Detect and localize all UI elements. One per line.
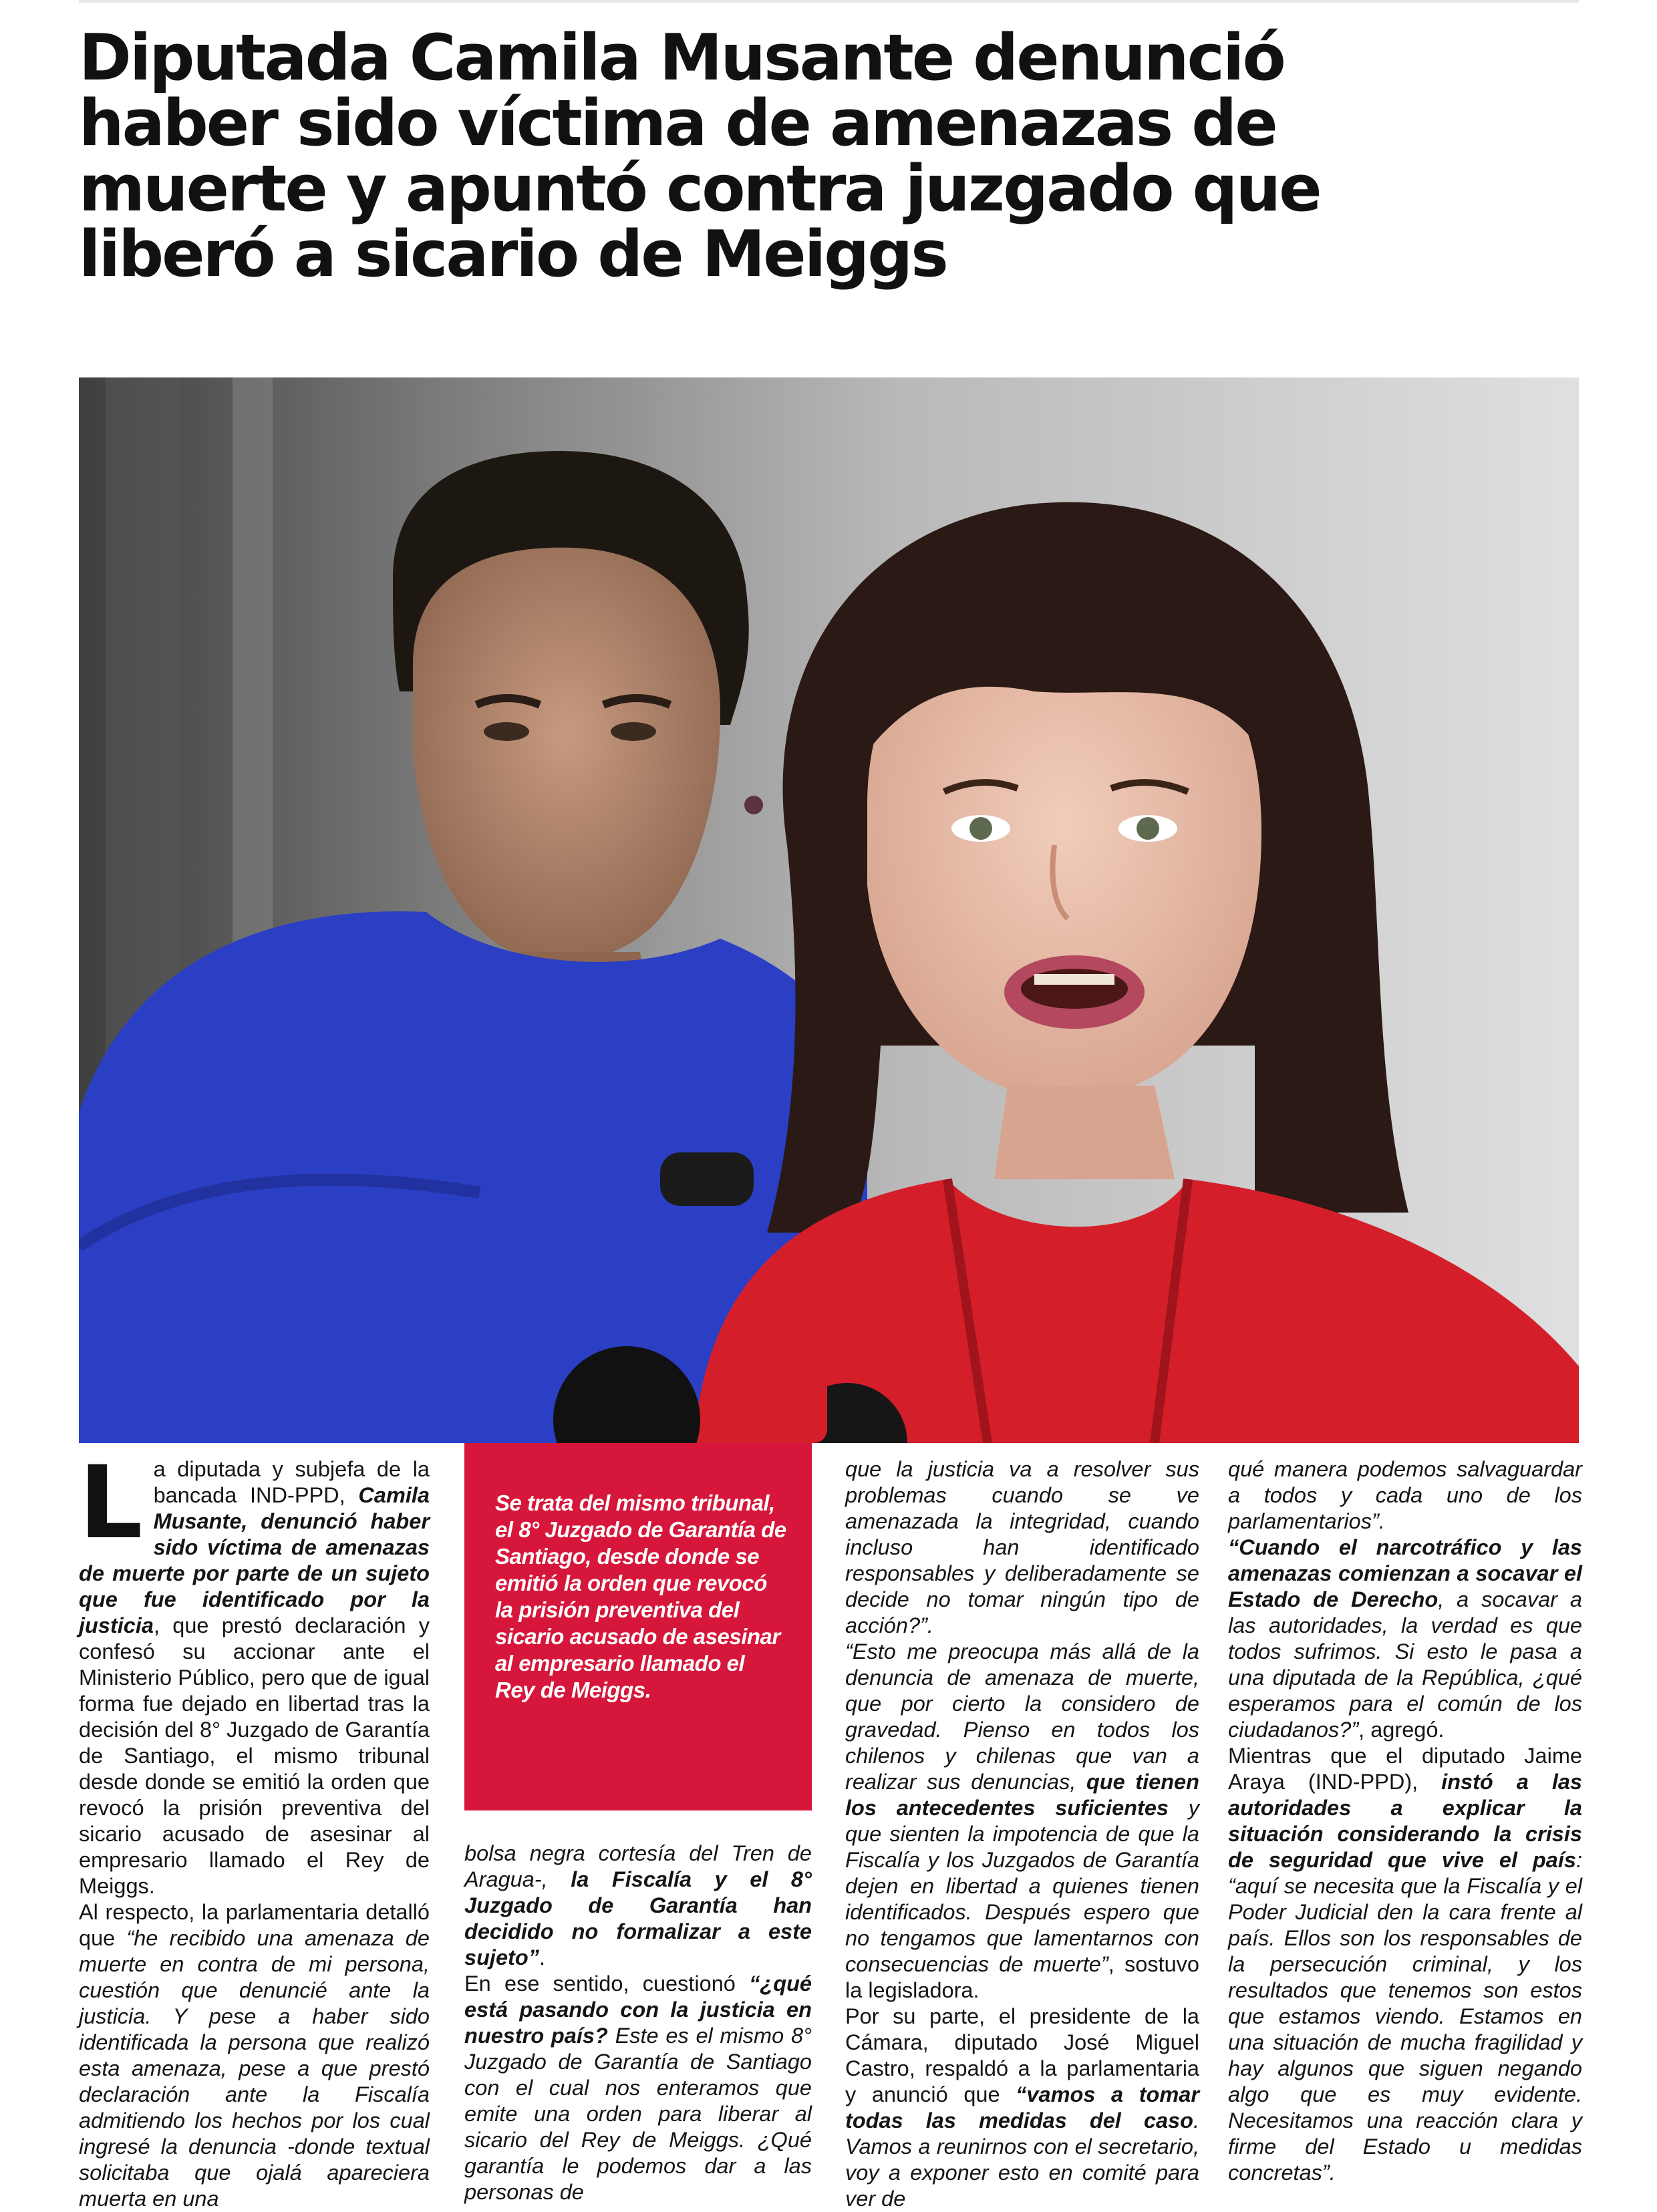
paragraph: bolsa negra cortesía del Tren de Aragua-, la Fiscalía y el 8° Juzgado de Garantía han decidido no formalizar a este sujeto”.: [464, 1841, 812, 1969]
news-photo: [79, 377, 1579, 1443]
paragraph: que la justicia va a resolver sus problemas cuando se ve amenazada la integridad, cuando incluso han identificado responsables y deliberadamente se decide no tomar ningún tipo de acción?”.: [845, 1457, 1199, 1637]
headline-line: haber sido víctima de amenazas de: [79, 87, 1276, 160]
paragraph: qué manera podemos salvaguardar a todos y cada uno de los parlamentarios”.: [1228, 1457, 1582, 1533]
headline-line: muerte y apuntó contra juzgado que: [79, 152, 1320, 226]
article-column-1: [79, 1445, 430, 2212]
paragraph: La diputada y subjefa de la bancada IND-PPD, Camila Musante, denunció haber sido víctima de amenazas de muerte por parte de un sujeto que fue identificado por la justicia, que prestó declaración y confesó su accionar ante el Ministerio Público, pero que de igual forma fue dejado en libertad tras la decisión del 8° Juzgado de Garantía de Santiago, el mismo tribunal desde donde se emitió la orden que revocó la prisión preventiva del sicario acusado de asesinar al empresario llamado el Rey de Meiggs.: [79, 1445, 430, 1898]
paragraph: En ese sentido, cuestionó “¿qué está pasando con la justicia en nuestro país? Este es el mismo 8° Juzgado de Garantía de Santiago con el cual nos enteramos que emite una orden para liberar al sicario del Rey de Meiggs. ¿Qué garantía le podemos dar a las personas de: [464, 1971, 812, 2204]
paragraph: “Cuando el narcotráfico y las amenazas comienzan a socavar el Estado de Derecho, a socavar a las autoridades, la verdad es que todos sufrimos. Si esto le pasa a una diputada de la República, ¿qué esperamos para el común de los ciudadanos?”, agregó.: [1228, 1535, 1582, 1742]
paragraph: Mientras que el diputado Jaime Araya (IND-PPD), instó a las autoridades a explicar la situación considerando la crisis de seguridad que vive el país: “aquí se necesita que la Fiscalía y el Poder Judicial den la cara frente al país. Ellos son los responsables de la persecución criminal, y los resultados que tenemos son estos que estamos viendo. Estamos en una situación de mucha fragilidad y hay algunos que siguen negando algo que es muy evidente. Necesitamos una reacción clara y firme del Estado u medidas concretas”.: [1228, 1744, 1582, 2185]
headline-line: liberó a sicario de Meiggs: [79, 218, 947, 291]
paragraph: Al respecto, la parlamentaria detalló que “he recibido una amenaza de muerte en contra de mi persona, cuestión que denuncié ante la justicia. Y pese a haber sido identificada la persona que realizó esta amenaza, pese a que prestó declaración ante la Fiscalía admitiendo los hechos por los cual ingresé la denuncia -donde textual solicitaba que ojalá apareciera muerta en una: [79, 1900, 430, 2211]
pull-quote-text: Se trata del mismo tribunal, el 8° Juzgado de Garantía de Santiago, desde donde se emitió la orden que revocó la prisión preventiva del sicario acusado de asesinar al empresario llamado el Rey de Meiggs.: [495, 1490, 786, 1702]
headline-line: Diputada Camila Musante denunció: [79, 21, 1284, 95]
paragraph: “Esto me preocupa más allá de la denuncia de amenaza de muerte, que por cierto la considero de gravedad. Pienso en todos los chilenos y chilenas que van a realizar sus denuncias, que tienen los antecedentes suficientes y que sienten la impotencia de que la Fiscalía y los Juzgados de Garantía dejen en libertad a quienes tienen identificados. Después espero que no tengamos que lamentarnos con consecuencias de muerte”, sostuvo la legisladora.: [845, 1639, 1200, 2002]
article-body: [0, 1445, 1657, 2211]
headline: [79, 21, 1589, 291]
drop-cap: L: [79, 1445, 143, 1561]
article-column-3: [845, 1456, 1199, 2212]
top-rule: [79, 0, 1579, 3]
article-column-2: [464, 1841, 812, 2205]
article-column-4: [1228, 1456, 1582, 2186]
paragraph: Por su parte, el presidente de la Cámara, diputado José Miguel Castro, respaldó a la parlamentaria y anunció que “vamos a tomar todas las medidas del caso. Vamos a reunirnos con el secretario, voy a exponer esto en comité para ver de: [845, 2004, 1199, 2211]
